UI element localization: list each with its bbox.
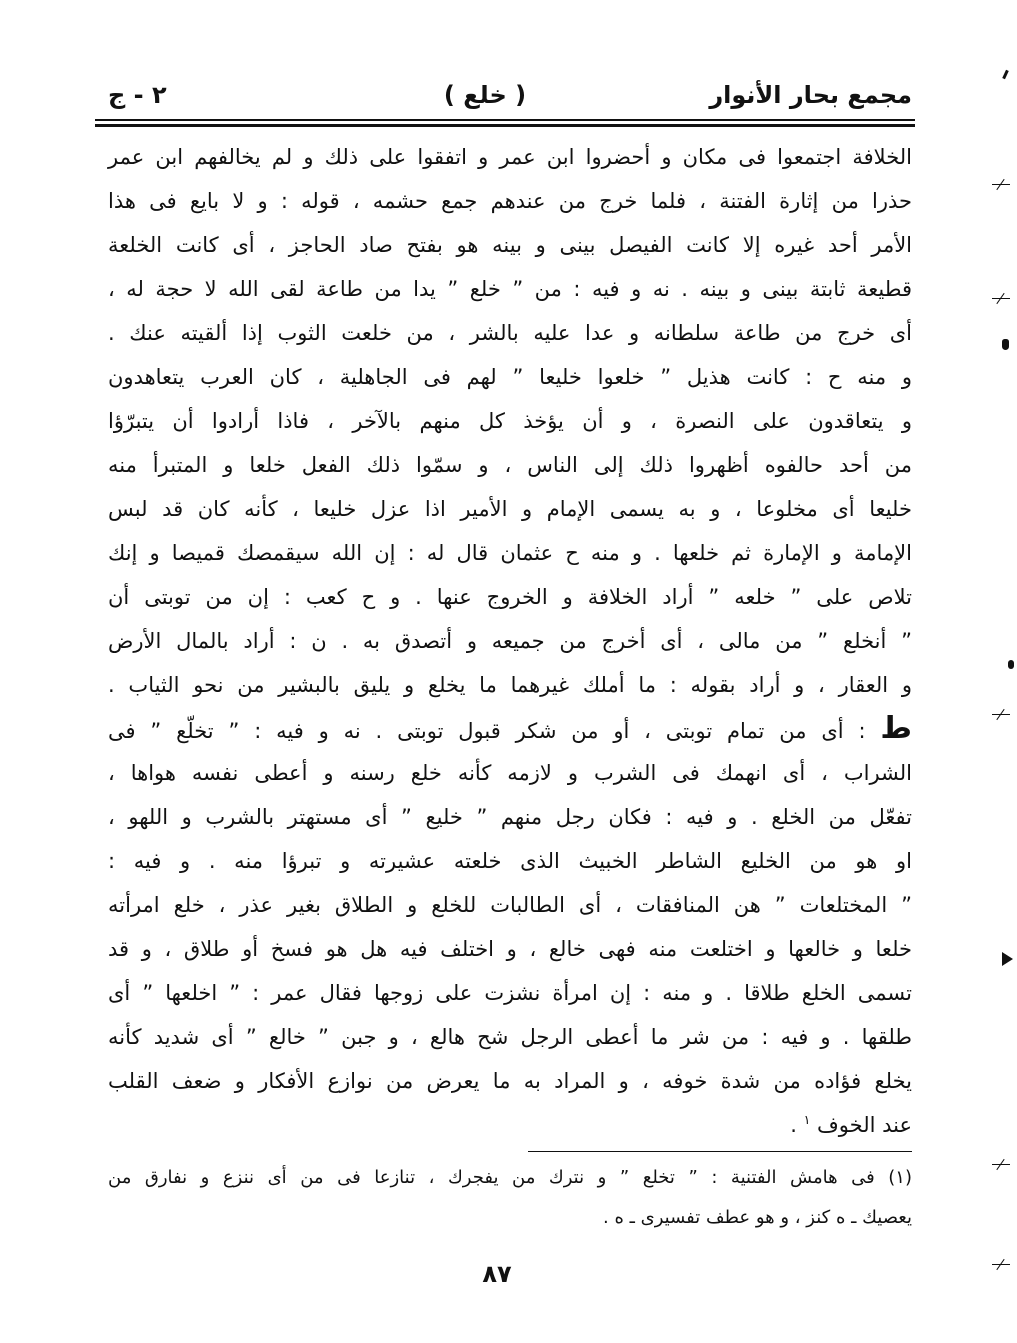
body-line: خلعا و خالعها و اختلعت منه فهى خالع ، و اختلف فيه هل هو فسخ أو طلاق ، و قد <box>108 937 912 961</box>
body-line: و العقار ، و أراد بقوله : ما أملك غيرهما ما يخلع و يليق بالبشير من نحو الثياب . <box>108 673 912 697</box>
body-line: أى خرج من طاعة سلطانه و عدا عليه بالشر ، من خلعت الثوب إذا ألقيته عنك . <box>108 321 912 345</box>
body-line: الإمامة و الإمارة ثم خلعها . و منه ح عثمان قال له : إن الله سيقمصك قميصا و إنك <box>108 541 912 565</box>
body-line <box>108 707 912 751</box>
footnote <box>108 1158 912 1238</box>
body-line: قطيعة ثابتة بينى و بينه . نه و فيه : من ” خلع ” يدا من طاعة لقى الله لا حجة له ، <box>108 277 912 301</box>
body-line: ” أنخلع ” من مالى ، أى أخرج من جميعه و أتصدق به . ن : أراد بالمال الأرض <box>108 629 912 653</box>
scan-mark <box>992 184 1010 185</box>
entry-heading: ( خلع ) <box>443 81 527 109</box>
body-line-closing <box>108 1103 912 1147</box>
footnote-line: (١) فى هامش الفتنية : ” تخلع ” و نترك من يفجرك ، تنازعا فى من أى ننزع و نفارق من <box>108 1167 912 1188</box>
body-line: طلقها . و فيه : من شر ما أعطى الرجل شح هالع ، و جبن ” خالع ” أى شديد كأنه <box>108 1025 912 1049</box>
scan-mark <box>1002 70 1009 79</box>
body-line-text: عند الخوف <box>817 1113 912 1137</box>
body-line: حذرا من إثارة الفتنة ، فلما خرج من عندهم جمع حشمه ، قوله : و لا بايع فى هذا <box>108 189 912 213</box>
page-number: ٨٧ <box>482 1260 512 1288</box>
volume-number: ج - ٢ <box>108 81 167 109</box>
body-line: و يتعاقدون على النصرة ، و أن يؤخذ كل منهم بالآخر ، فاذا أرادوا أن يتبرّؤا <box>108 409 912 433</box>
scan-mark <box>992 298 1010 299</box>
scan-mark <box>1008 660 1014 669</box>
body-line: الأمر أحد غيره إلا كانت الفيصل بينى و بينه هو بفتح صاد الحاجز ، أى كانت الخلعة <box>108 233 912 257</box>
footnote-rule <box>528 1151 912 1152</box>
source-abbreviation-marker: ط <box>880 711 912 746</box>
scan-mark <box>992 1264 1010 1265</box>
body-line: تفعّل من الخلع . و فيه : فكان رجل منهم ” خليع ” أى مستهتر بالشرب و اللهو ، <box>108 805 912 829</box>
body-line: من أحد حالفوه أظهروا ذلك إلى الناس ، و سمّوا ذلك الفعل خلعا و المتبرأ منه <box>108 453 912 477</box>
full-stop: . <box>790 1113 797 1137</box>
running-title: مجمع بحار الأنوار <box>709 81 912 109</box>
footnote-reference: ١ <box>803 1112 811 1127</box>
body-line: يخلع فؤاده من شدة خوفه ، و المراد به ما يعرض من نوازع الأفكار و ضعف القلب <box>108 1069 912 1093</box>
body-line: او هو من الخليع الشاطر الخبيث الذى خلعته عشيرته و تبرؤا منه . و فيه : <box>108 849 912 873</box>
header-rule <box>95 124 915 127</box>
header-rule <box>95 119 915 121</box>
body-line: الشراب ، أى انهمك فى الشرب و لازمه كأنه خلع رسنه و أعطى نفسه هواها ، <box>108 761 912 785</box>
body-line: تسمى الخلع طلاقا . و منه : إن امرأة نشزت على زوجها فقال عمر : ” اخلعها ” أى <box>108 981 912 1005</box>
main-text <box>108 135 912 1147</box>
body-line: الخلافة اجتمعوا فى مكان و أحضروا ابن عمر و اتفقوا على ذلك و لم يخالفهم ابن عمر <box>108 145 912 169</box>
scan-mark <box>992 714 1010 715</box>
body-line: تلاص على ” خلعه ” أراد الخلافة و الخروج عنها . و ح كعب : إن من توبتى أن <box>108 585 912 609</box>
footnote-line: يعصيك ـ ه كنز ، و هو عطف تفسيرى ـ ه . <box>603 1207 912 1228</box>
body-line: و منه ح : كانت هذيل ” خلعوا خليعا ” لهم فى الجاهلية ، كان العرب يتعاهدون <box>108 365 912 389</box>
body-line: خليعا أى مخلوعا ، و به يسمى الإمام و الأمير اذا عزل خليعا ، كأنه كان قد لبس <box>108 497 912 521</box>
body-line-text: : أى من تمام توبتى ، أو من شكر قبول توبتى . نه و فيه : ” تخلّع ” فى <box>108 719 866 743</box>
scan-mark <box>1002 339 1009 350</box>
scan-mark <box>992 1164 1010 1165</box>
body-line: ” المختلعات ” هن المنافقات ، أى الطالبات للخلع و الطلاق بغير عذر ، خلع امرأته <box>108 893 912 917</box>
scan-mark <box>1002 952 1013 966</box>
